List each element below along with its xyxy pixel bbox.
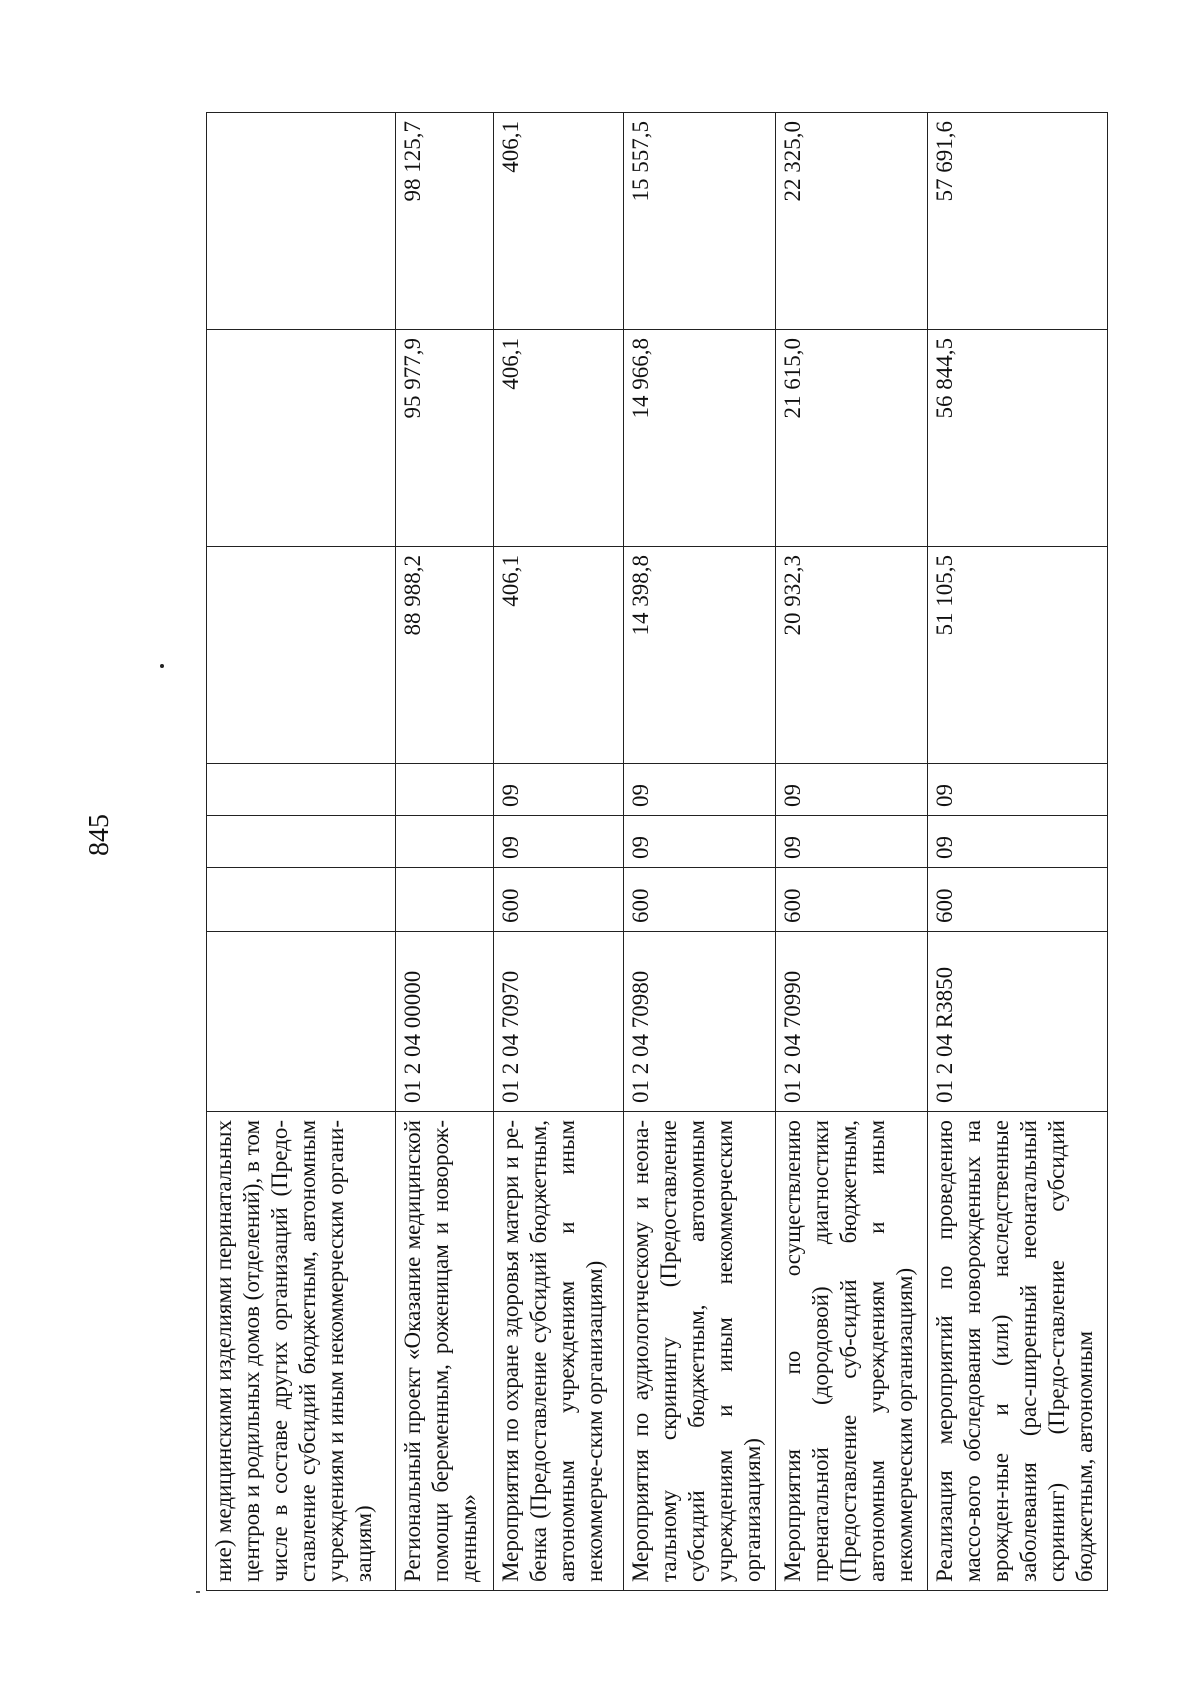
amount-2020: 88 988,2 (395, 547, 493, 764)
amount-2022: 98 125,7 (395, 113, 493, 330)
amount-2022: 22 325,0 (776, 113, 928, 330)
amount-2020 (207, 547, 396, 764)
table-body (207, 113, 1108, 1591)
page-number: 845 (84, 814, 115, 856)
stray-dot (160, 664, 164, 668)
amount-2021: 14 966,8 (624, 330, 776, 547)
section: 09 (493, 816, 624, 868)
section: 09 (927, 816, 1107, 868)
amount-2022: 15 557,5 (624, 113, 776, 330)
expense-type: 600 (776, 868, 928, 932)
row-name: ние) медицинскими изделиями перинатальных центров и родильных домов (отделений), в том числе в составе других организаций (Предо-ставление субсидий бюджетным, автономным учреждениям и иным некоммерческим органи-зациям) (207, 1112, 396, 1591)
amount-2020: 406,1 (493, 547, 624, 764)
section: 09 (776, 816, 928, 868)
expense-type: 600 (493, 868, 624, 932)
amount-2020: 14 398,8 (624, 547, 776, 764)
amount-2021: 95 977,9 (395, 330, 493, 547)
target-article-code: 01 2 04 00000 (395, 932, 493, 1112)
table-row (395, 113, 493, 1591)
target-article-code: 01 2 04 70970 (493, 932, 624, 1112)
table-row (493, 113, 624, 1591)
table-row (776, 113, 928, 1591)
budget-table (206, 112, 1108, 1591)
amount-2022: 406,1 (493, 113, 624, 330)
expense-type (395, 868, 493, 932)
expense-type: 600 (927, 868, 1107, 932)
amount-2021: 21 615,0 (776, 330, 928, 547)
amount-2022 (207, 113, 396, 330)
row-name: Мероприятия по аудиологическому и неона-тальному скринингу (Предоставление субсидий бюджетным, автономным учреждениям и иным некоммерческим организациям) (624, 1112, 776, 1591)
subsection (207, 764, 396, 816)
amount-2020: 20 932,3 (776, 547, 928, 764)
section (207, 816, 396, 868)
rotated-table-container (206, 113, 1108, 1591)
subsection: 09 (624, 764, 776, 816)
target-article-code: 01 2 04 R3850 (927, 932, 1107, 1112)
target-article-code: 01 2 04 70980 (624, 932, 776, 1112)
table-row (207, 113, 396, 1591)
amount-2021 (207, 330, 396, 547)
section (395, 816, 493, 868)
row-name: Региональный проект «Оказание медицинской помощи беременным, роженицам и новорож-денным» (395, 1112, 493, 1591)
expense-type: 600 (624, 868, 776, 932)
subsection: 09 (493, 764, 624, 816)
section: 09 (624, 816, 776, 868)
expense-type (207, 868, 396, 932)
subsection: 09 (927, 764, 1107, 816)
subsection: 09 (776, 764, 928, 816)
subsection (395, 764, 493, 816)
table-row (624, 113, 776, 1591)
row-name: Мероприятия по осуществлению пренатальной (дородовой) диагностики (Предоставление суб-сидий бюджетным, автономным учреждениям и иным некоммерческим организациям) (776, 1112, 928, 1591)
row-name: Мероприятия по охране здоровья матери и ре-бенка (Предоставление субсидий бюджетным, автономным учреждениям и иным некоммерче-ским организациям) (493, 1112, 624, 1591)
table-row (927, 113, 1107, 1591)
amount-2021: 406,1 (493, 330, 624, 547)
amount-2022: 57 691,6 (927, 113, 1107, 330)
stray-mark (196, 1591, 200, 1593)
amount-2021: 56 844,5 (927, 330, 1107, 547)
target-article-code (207, 932, 396, 1112)
row-name: Реализация мероприятий по проведению массо-вого обследования новорожденных на врожден-ные и (или) наследственные заболевания (рас-ширенный неонатальный скрининг) (Предо-ставление субсидий бюджетным, автономным (927, 1112, 1107, 1591)
amount-2020: 51 105,5 (927, 547, 1107, 764)
target-article-code: 01 2 04 70990 (776, 932, 928, 1112)
